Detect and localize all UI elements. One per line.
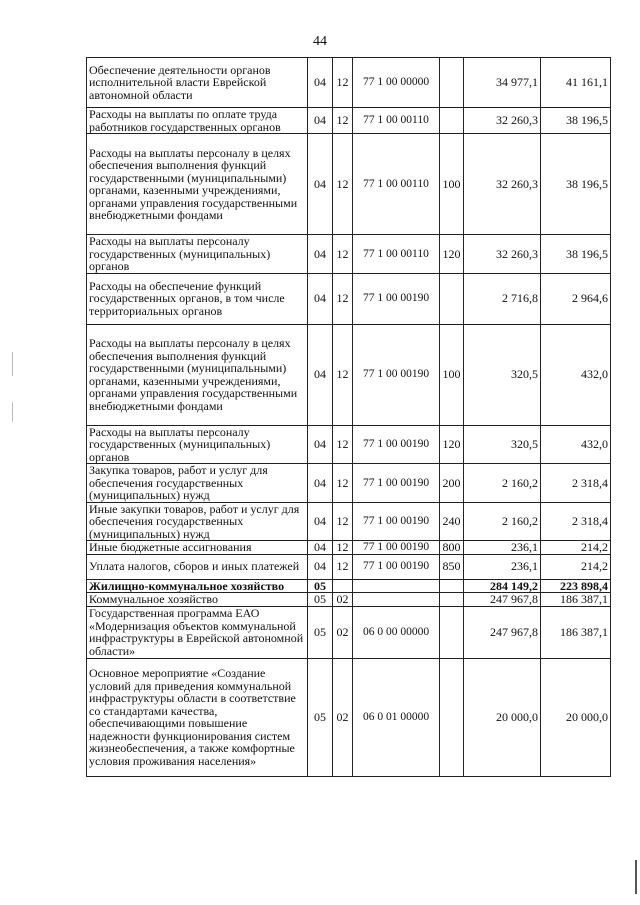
- expense-type-code: [440, 579, 464, 593]
- amount-year-1: 236,1: [464, 541, 541, 555]
- expense-type-code: 800: [440, 541, 464, 555]
- scan-margin-mark: [12, 402, 13, 422]
- subsection-code: 12: [333, 273, 353, 324]
- row-name: Расходы на выплаты персоналу государственных (муниципальных) органов: [87, 425, 308, 464]
- row-name: Расходы на выплаты персоналу в целях обеспечения выполнения функций государственными (муниципальными) органами, казенными учреждениями, органами управления государственными внебюджетными фондами: [87, 324, 308, 425]
- expense-type-code: 120: [440, 425, 464, 464]
- amount-year-2: 38 196,5: [541, 108, 611, 134]
- table-row: [87, 593, 611, 607]
- amount-year-2: 38 196,5: [541, 235, 611, 274]
- amount-year-2: 2 964,6: [541, 273, 611, 324]
- section-code: 04: [308, 58, 333, 108]
- subsection-code: 02: [333, 606, 353, 658]
- subsection-code: 12: [333, 541, 353, 555]
- target-article-code: 06 0 01 00000: [353, 658, 440, 776]
- page-number: 44: [313, 34, 327, 49]
- budget-table: [86, 57, 611, 777]
- section-code: 04: [308, 464, 333, 503]
- target-article-code: 77 1 00 00190: [353, 324, 440, 425]
- amount-year-2: 186 387,1: [541, 593, 611, 607]
- table-row: [87, 235, 611, 274]
- table-row: [87, 606, 611, 658]
- row-name: Жилищно-коммунальное хозяйство: [87, 579, 308, 593]
- section-code: 04: [308, 134, 333, 235]
- row-name: Расходы на выплаты по оплате труда работников государственных органов: [87, 108, 308, 134]
- amount-year-1: 320,5: [464, 324, 541, 425]
- row-name: Основное мероприятие «Создание условий для приведения коммунальной инфраструктуры области в соответствие со стандартами качества, обеспечивающими повышение надежности функционирования систем жизнеобеспечения, а также комфортные условия проживания населения»: [87, 658, 308, 776]
- expense-type-code: 100: [440, 134, 464, 235]
- section-code: 04: [308, 502, 333, 541]
- amount-year-1: 32 260,3: [464, 134, 541, 235]
- scan-edge-mark: [635, 860, 637, 894]
- table-row: [87, 554, 611, 579]
- row-name: Обеспечение деятельности органов исполнительной власти Еврейской автономной области: [87, 58, 308, 108]
- section-code: 04: [308, 541, 333, 555]
- subsection-code: [333, 579, 353, 593]
- row-name: Закупка товаров, работ и услуг для обеспечения государственных (муниципальных) нужд: [87, 464, 308, 503]
- table-row: [87, 108, 611, 134]
- table-row: [87, 324, 611, 425]
- expense-type-code: [440, 108, 464, 134]
- expense-type-code: 120: [440, 235, 464, 274]
- amount-year-1: 2 716,8: [464, 273, 541, 324]
- amount-year-1: 284 149,2: [464, 579, 541, 593]
- section-code: 05: [308, 606, 333, 658]
- table-row: [87, 58, 611, 108]
- row-name: Расходы на выплаты персоналу в целях обеспечения выполнения функций государственными (муниципальными) органами, казенными учреждениями, органами управления государственными внебюджетными фондами: [87, 134, 308, 235]
- target-article-code: 06 0 00 00000: [353, 606, 440, 658]
- section-code: 05: [308, 579, 333, 593]
- target-article-code: 77 1 00 00190: [353, 425, 440, 464]
- target-article-code: 77 1 00 00110: [353, 108, 440, 134]
- subsection-code: 12: [333, 134, 353, 235]
- target-article-code: 77 1 00 00000: [353, 58, 440, 108]
- scan-margin-mark: [12, 352, 13, 376]
- row-name: Расходы на выплаты персоналу государственных (муниципальных) органов: [87, 235, 308, 274]
- row-name: Иные бюджетные ассигнования: [87, 541, 308, 555]
- row-name: Уплата налогов, сборов и иных платежей: [87, 554, 308, 579]
- section-code: 04: [308, 425, 333, 464]
- subsection-code: 02: [333, 658, 353, 776]
- table-row: [87, 273, 611, 324]
- amount-year-1: 34 977,1: [464, 58, 541, 108]
- subsection-code: 12: [333, 235, 353, 274]
- amount-year-1: 32 260,3: [464, 235, 541, 274]
- subsection-code: 12: [333, 58, 353, 108]
- amount-year-1: 320,5: [464, 425, 541, 464]
- subsection-code: 12: [333, 425, 353, 464]
- target-article-code: 77 1 00 00190: [353, 554, 440, 579]
- table-row: [87, 579, 611, 593]
- expense-type-code: [440, 593, 464, 607]
- section-code: 05: [308, 593, 333, 607]
- amount-year-1: 236,1: [464, 554, 541, 579]
- target-article-code: 77 1 00 00190: [353, 502, 440, 541]
- table-row: [87, 425, 611, 464]
- subsection-code: 12: [333, 108, 353, 134]
- section-code: 04: [308, 324, 333, 425]
- target-article-code: 77 1 00 00190: [353, 541, 440, 555]
- expense-type-code: 100: [440, 324, 464, 425]
- expense-type-code: [440, 58, 464, 108]
- amount-year-2: 2 318,4: [541, 464, 611, 503]
- target-article-code: 77 1 00 00110: [353, 235, 440, 274]
- subsection-code: 12: [333, 554, 353, 579]
- amount-year-1: 20 000,0: [464, 658, 541, 776]
- row-name: Коммунальное хозяйство: [87, 593, 308, 607]
- subsection-code: 12: [333, 502, 353, 541]
- section-code: 04: [308, 273, 333, 324]
- table-row: [87, 464, 611, 503]
- target-article-code: 77 1 00 00190: [353, 273, 440, 324]
- target-article-code: 77 1 00 00110: [353, 134, 440, 235]
- amount-year-1: 247 967,8: [464, 606, 541, 658]
- expense-type-code: 240: [440, 502, 464, 541]
- expense-type-code: [440, 658, 464, 776]
- amount-year-1: 2 160,2: [464, 464, 541, 503]
- subsection-code: 02: [333, 593, 353, 607]
- table-row: [87, 134, 611, 235]
- amount-year-2: 41 161,1: [541, 58, 611, 108]
- amount-year-1: 32 260,3: [464, 108, 541, 134]
- amount-year-2: 223 898,4: [541, 579, 611, 593]
- section-code: 04: [308, 235, 333, 274]
- table-row: [87, 658, 611, 776]
- section-code: 04: [308, 108, 333, 134]
- target-article-code: [353, 593, 440, 607]
- expense-type-code: 850: [440, 554, 464, 579]
- amount-year-2: 214,2: [541, 554, 611, 579]
- section-code: 04: [308, 554, 333, 579]
- row-name: Государственная программа ЕАО «Модернизация объектов коммунальной инфраструктуры в Еврейской автономной области»: [87, 606, 308, 658]
- amount-year-2: 2 318,4: [541, 502, 611, 541]
- section-code: 05: [308, 658, 333, 776]
- target-article-code: 77 1 00 00190: [353, 464, 440, 503]
- amount-year-1: 2 160,2: [464, 502, 541, 541]
- amount-year-1: 247 967,8: [464, 593, 541, 607]
- amount-year-2: 186 387,1: [541, 606, 611, 658]
- amount-year-2: 214,2: [541, 541, 611, 555]
- table-row: [87, 541, 611, 555]
- row-name: Расходы на обеспечение функций государственных органов, в том числе территориальных органов: [87, 273, 308, 324]
- amount-year-2: 20 000,0: [541, 658, 611, 776]
- subsection-code: 12: [333, 464, 353, 503]
- expense-type-code: [440, 273, 464, 324]
- target-article-code: [353, 579, 440, 593]
- expense-type-code: [440, 606, 464, 658]
- amount-year-2: 38 196,5: [541, 134, 611, 235]
- amount-year-2: 432,0: [541, 425, 611, 464]
- amount-year-2: 432,0: [541, 324, 611, 425]
- row-name: Иные закупки товаров, работ и услуг для обеспечения государственных (муниципальных) нужд: [87, 502, 308, 541]
- table-row: [87, 502, 611, 541]
- subsection-code: 12: [333, 324, 353, 425]
- expense-type-code: 200: [440, 464, 464, 503]
